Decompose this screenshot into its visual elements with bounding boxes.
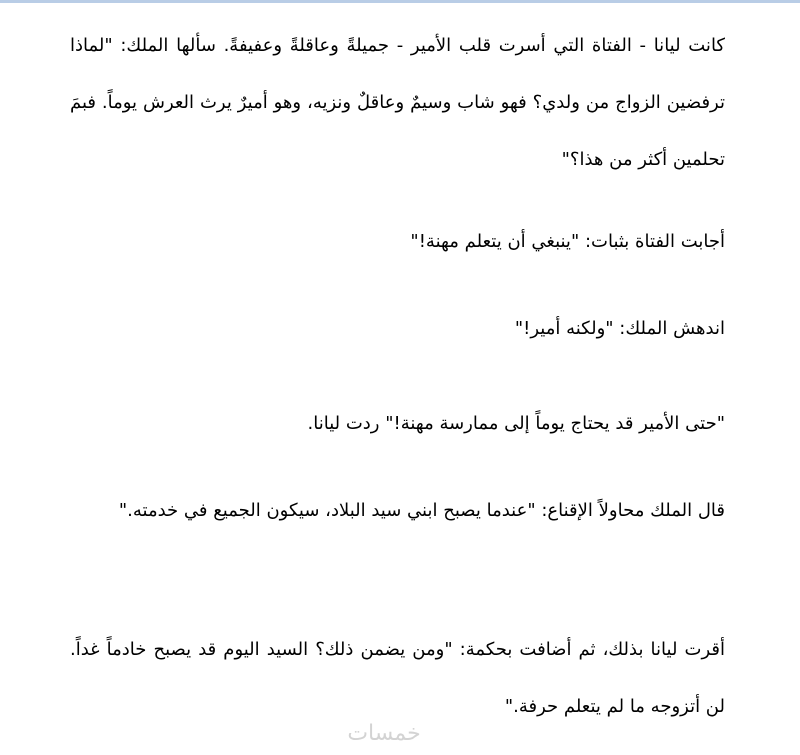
paragraph-2: أجابت الفتاة بثبات: "ينبغي أن يتعلم مهنة!" bbox=[410, 231, 725, 252]
paragraph-4: "حتى الأمير قد يحتاج يوماً إلى ممارسة مهنة!" ردت ليانا. bbox=[307, 413, 725, 434]
paragraph-5: قال الملك محاولاً الإقناع: "عندما يصبح ابني سيد البلاد، سيكون الجميع في خدمته." bbox=[118, 500, 725, 521]
paragraph-6: أقرت ليانا بذلك، ثم أضافت بحكمة: "ومن يضمن ذلك؟ السيد اليوم قد يصبح خادماً غداً. لن أتزوجه ما لم يتعلم حرفة." bbox=[70, 639, 725, 717]
watermark-logo: خمسات bbox=[347, 721, 421, 746]
paragraph-1: كانت ليانا - الفتاة التي أسرت قلب الأمير - جميلةً وعاقلةً وعفيفةً. سألها الملك: "لماذا ترفضين الزواج من ولدي؟ فهو شاب وسيمٌ وعاقلٌ ونزيه، وهو أميرٌ يرث العرش يوماً. فبمَ تحلمين أكثر من هذا؟" bbox=[70, 35, 725, 170]
paragraph-3: اندهش الملك: "ولكنه أمير!" bbox=[514, 318, 725, 339]
document-page bbox=[70, 0, 725, 755]
